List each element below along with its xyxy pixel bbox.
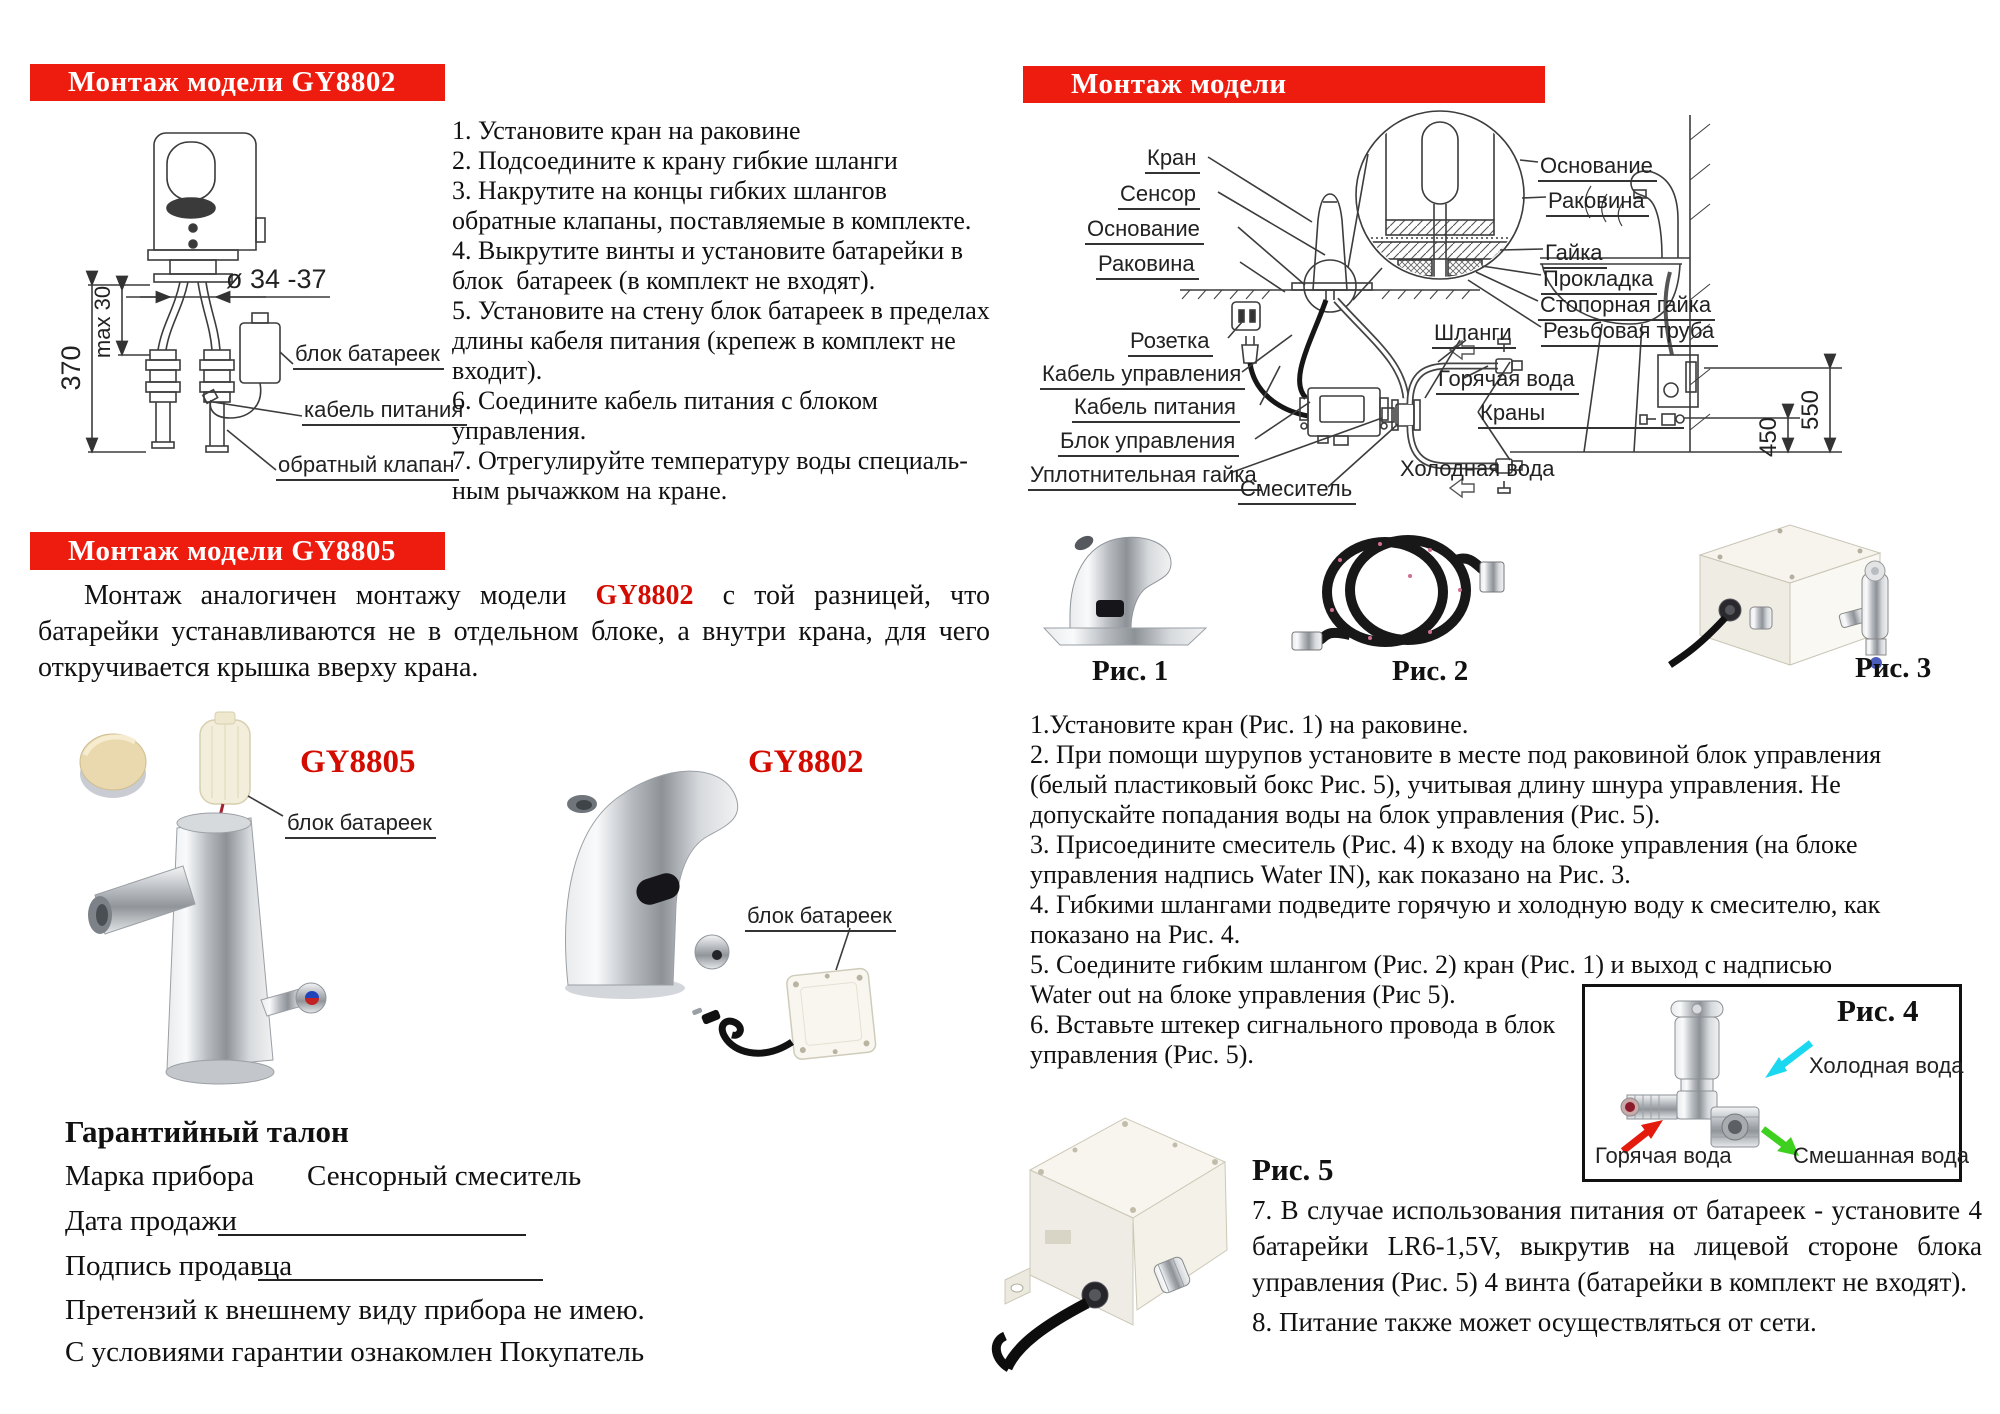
warranty-date-label: Дата продажи — [65, 1205, 237, 1237]
gy8805-photo-model-label: GY8805 — [300, 744, 416, 780]
warranty-brand-value: Сенсорный смеситель — [307, 1160, 582, 1192]
gy8802-technical-drawing — [30, 100, 480, 500]
label-cold-water: Холодная вода — [1400, 456, 1555, 481]
dim-diameter-label: ø 34 -37 — [226, 264, 327, 294]
power-steps-block — [1252, 1192, 1982, 1340]
label-control-unit: Блок управления — [1058, 428, 1239, 457]
label-faucet: Кран — [1145, 145, 1200, 174]
dim-max30-label: max 30 — [90, 285, 115, 359]
label-inset-nut: Гайка — [1543, 240, 1607, 269]
fig2-caption: Рис. 2 — [1392, 655, 1469, 687]
fig4-mixer-box — [1582, 984, 1969, 1182]
warranty-acknowledged-text: С условиями гарантии ознакомлен Покупатель — [65, 1336, 645, 1368]
label-hot-water: Горячая вода — [1436, 366, 1579, 395]
step-item: 4. Гибкими шлангами подведите горячую и холодную воду к смесителю, как показано на Рис. 4. — [1030, 890, 1881, 949]
step-item: 3. Присоедините смеситель (Рис. 4) к входу на блоке управления (на блоке управления надпись Water IN), как показано на Рис. 3. — [1030, 830, 1858, 889]
dim-450-label: 450 — [1755, 416, 1782, 458]
label-control-cable: Кабель управления — [1040, 361, 1245, 390]
fig2-hose-photo — [1280, 520, 1520, 660]
step-item: 3. Накрутите на концы гибких шлангов обратные клапаны, поставляемые в комплекте. — [452, 176, 972, 235]
dim-550-label: 550 — [1797, 389, 1824, 431]
step-item: 5. Установите на стену блок батареек в пределах длины кабеля питания (крепеж в комплект не входит). — [452, 296, 990, 385]
step-item: 1.Установите кран (Рис. 1) на раковине. — [1030, 710, 1469, 739]
check-valve-callout: обратный клапан — [276, 452, 459, 481]
label-inset-gasket: Прокладка — [1541, 266, 1657, 295]
warranty-no-claims-text: Претензий к внешнему виду прибора не имею. — [65, 1294, 645, 1326]
step-item: 2. Подсоедините к крану гибкие шланги — [452, 146, 898, 175]
section-banner-montage: Монтаж модели — [1023, 66, 1545, 103]
label-base: Основание — [1085, 216, 1204, 245]
label-sealing-nut: Уплотнительная гайка — [1028, 462, 1261, 491]
label-inset-threaded-pipe: Резьбовая труба — [1541, 318, 1718, 347]
fig4-cold-water-label: Холодная вода — [1809, 1053, 1964, 1078]
fig5-control-box-photo — [975, 1090, 1265, 1380]
fig1-faucet-photo — [1038, 520, 1233, 655]
gy8805-photo-illustration — [55, 700, 535, 1100]
gy8805-note-paragraph — [38, 578, 990, 686]
label-mixer: Смеситель — [1238, 476, 1356, 505]
gy8805-battery-callout: блок батареек — [285, 810, 436, 839]
fig4-hot-water-label: Горячая вода — [1595, 1143, 1732, 1168]
section-banner-gy8802: Монтаж модели GY8802 — [30, 64, 445, 101]
step-item: 5. Соедините гибким шлангом (Рис. 2) кран (Рис. 1) и выход с надписью Water out на блоке управления (Рис 5). — [1030, 950, 1833, 1009]
gy8802-steps-list — [452, 116, 1012, 506]
warranty-date-blank-line — [218, 1206, 526, 1236]
label-sink: Раковина — [1096, 251, 1199, 280]
step-item: 7. Отрегулируйте температуру воды специаль- ным рычажком на кране. — [452, 446, 968, 505]
label-inset-lock-nut: Стопорная гайка — [1538, 292, 1715, 321]
power-cable-callout: кабель питания — [302, 397, 467, 426]
fig4-mixed-water-label: Смешанная вода — [1793, 1143, 1969, 1168]
fig1-caption: Рис. 1 — [1092, 655, 1169, 687]
warranty-signature-blank-line — [258, 1251, 543, 1281]
step-item: 8. Питание также может осуществляться от сети. — [1252, 1307, 1817, 1337]
section-banner-gy8805: Монтаж модели GY8805 — [30, 532, 445, 570]
battery-block-callout: блок батареек — [293, 341, 444, 370]
step-item: 6. Соедините кабель питания с блоком управления. — [452, 386, 878, 445]
label-inset-base: Основание — [1538, 153, 1657, 182]
label-socket: Розетка — [1128, 328, 1213, 357]
step-item: 6. Вставьте штекер сигнального провода в блок управления (Рис. 5). — [1030, 1010, 1556, 1069]
gy8802-battery-callout: блок батареек — [745, 903, 896, 932]
warranty-title: Гарантийный талон — [65, 1114, 349, 1149]
gy8802-photo-model-label: GY8802 — [748, 744, 864, 780]
fig3-caption: Рис. 3 — [1855, 652, 1932, 684]
label-hoses: Шланги — [1432, 320, 1516, 349]
warranty-seller-label: Подпись продавца — [65, 1250, 293, 1282]
fig4-caption: Рис. 4 — [1837, 993, 1919, 1028]
note-text-before: Монтаж аналогичен монтажу модели — [84, 580, 586, 611]
step-item: 4. Выкрутите винты и установите батарейки в блок батареек (в комплект не входят). — [452, 236, 963, 295]
step-item: 7. В случае использования питания от батареек - установите 4 батарейки LR6-1,5V, выкрутив на лицевой стороне блока управления (Рис. 5) 4 винта (батарейки в комплект не входят). — [1252, 1195, 1982, 1297]
label-taps: Краны — [1478, 400, 1684, 429]
note-model-code: GY8802 — [595, 580, 694, 611]
dim-370-label: 370 — [56, 345, 86, 391]
label-inset-sink: Раковина — [1546, 188, 1649, 217]
fig5-caption: Рис. 5 — [1252, 1152, 1334, 1187]
label-sensor: Сенсор — [1118, 181, 1200, 210]
step-item: 2. При помощи шурупов установите в месте под раковиной блок управления (белый пластиковый бокс Рис. 5), учитывая длину шнура управления. Не допускайте попадания воды на блок управления (Рис. 5). — [1030, 740, 1882, 829]
fig3-control-box-photo — [1630, 515, 1920, 675]
step-item: 1. Установите кран на раковине — [452, 116, 801, 145]
warranty-brand-label: Марка прибора — [65, 1160, 255, 1192]
note-text-after: с той разницей, что батарейки устанавливаются не в отдельном блоке, а внутри крана, для чего откручивается крышка вверху крана. — [38, 580, 990, 683]
label-power-cable: Кабель питания — [1072, 394, 1240, 423]
